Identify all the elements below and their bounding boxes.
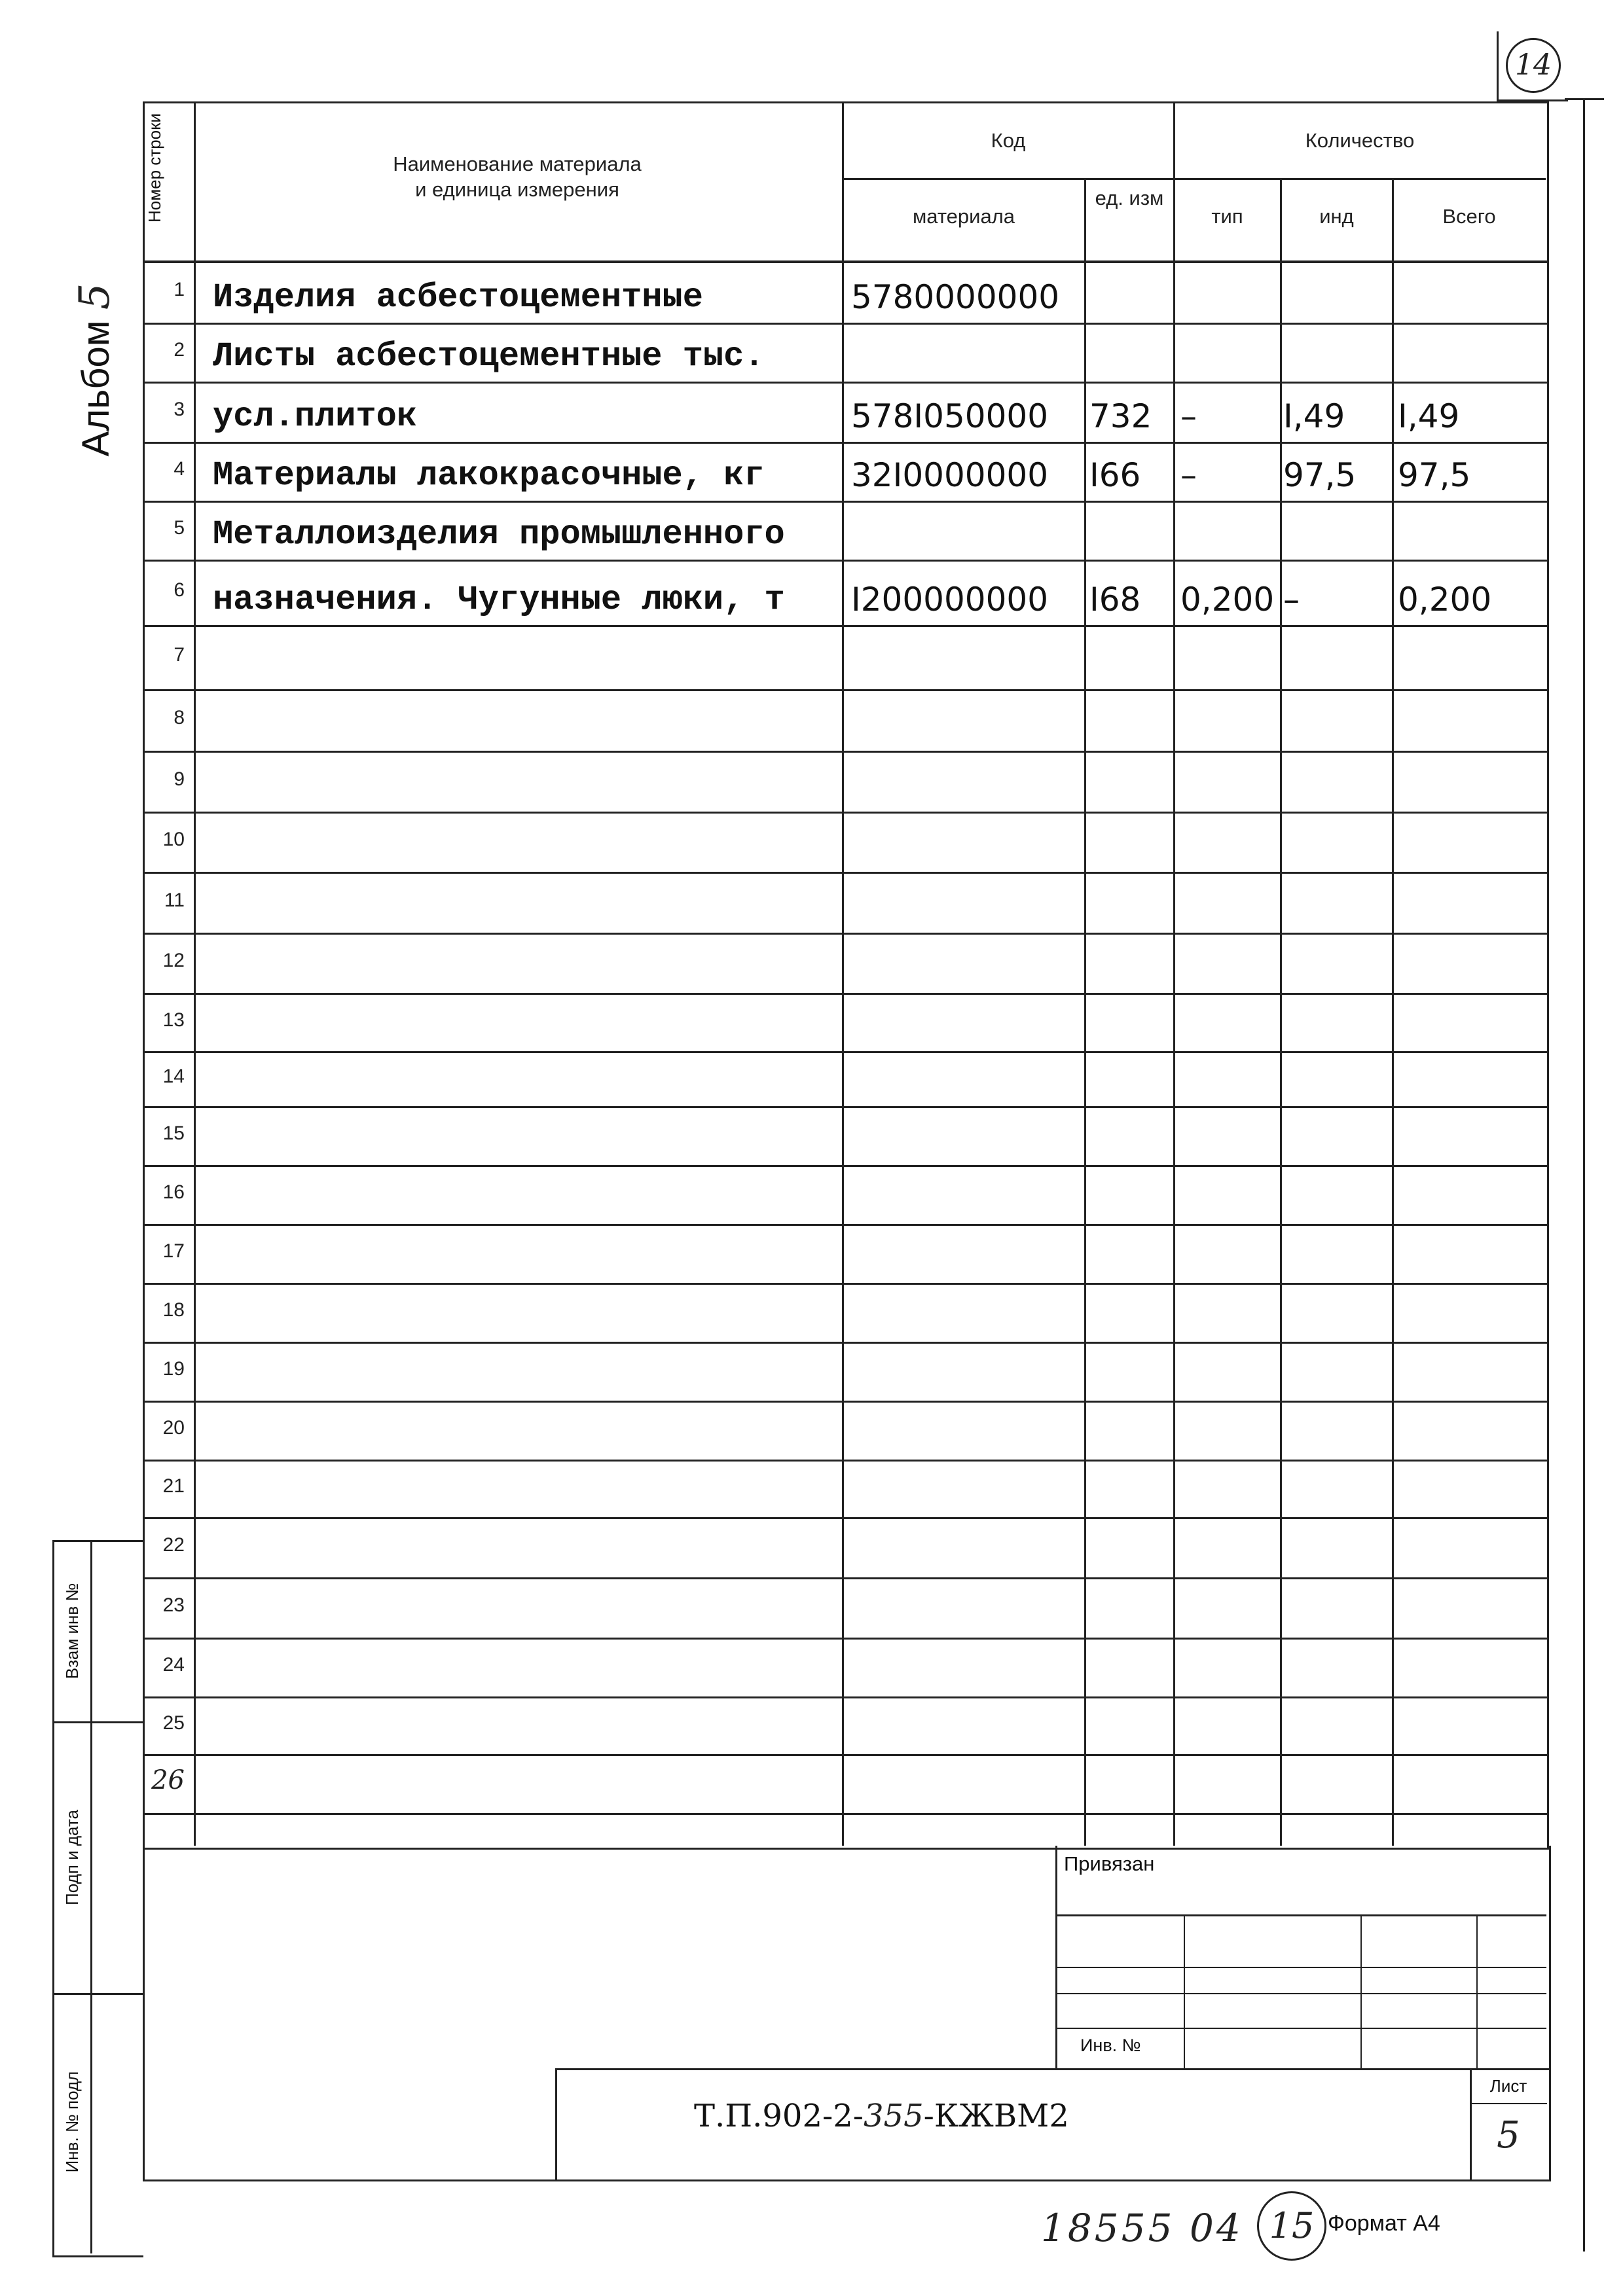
row-number: 18 [162, 1299, 185, 1321]
header-type: тип [1211, 205, 1243, 228]
row-number: 5 [173, 517, 185, 539]
cell-unit: I68 [1089, 581, 1141, 619]
cell-name: Материалы лакокрасочные, кг [213, 456, 765, 495]
row-divider [143, 1165, 1547, 1167]
row-divider [143, 323, 1547, 325]
row-divider [143, 751, 1547, 753]
row-number: 24 [162, 1654, 185, 1676]
row-divider [143, 872, 1547, 874]
row-divider [143, 1696, 1547, 1698]
header-code: Код [991, 129, 1026, 152]
row-number: 25 [162, 1712, 185, 1734]
stamp-privyazan-left [1055, 1846, 1057, 2068]
header-mid-line [842, 178, 1546, 180]
row-number: 10 [162, 829, 185, 850]
stamp-inv-label: Инв. № [1080, 2036, 1141, 2055]
row-divider [143, 1283, 1547, 1285]
col-line-name [842, 101, 844, 1846]
stamp-line-b [1055, 1967, 1546, 1968]
row-divider [143, 1517, 1547, 1519]
row-divider [143, 1106, 1547, 1108]
row-number: 20 [162, 1417, 185, 1439]
right-margin-line [1583, 98, 1585, 2251]
row-number: 8 [173, 707, 185, 728]
row-divider [143, 501, 1547, 503]
row-divider [143, 1051, 1547, 1053]
cell-name: Изделия асбестоцементные [213, 278, 703, 317]
cell-ind: – [1283, 581, 1300, 619]
row-number: 3 [173, 399, 185, 420]
row-number: 19 [162, 1358, 185, 1380]
sheet-label-line [1470, 2103, 1547, 2104]
page-number: 14 [1506, 38, 1561, 93]
document-designation: Т.П.902-2-355-КЖВМ2 [694, 2098, 1069, 2134]
row-number: 17 [162, 1240, 185, 1262]
col-line-code [1084, 178, 1086, 1846]
col-line-type [1280, 178, 1282, 1846]
side-stamp-line1 [52, 1721, 143, 1723]
stamp-line-d [1055, 2028, 1546, 2029]
row-divider [143, 382, 1547, 384]
row-number: 2 [173, 339, 185, 361]
stamp-line-a [1055, 1914, 1546, 1916]
row-number: 13 [162, 1009, 185, 1031]
album-number: 5 [71, 283, 119, 310]
handwritten-code: 18555 04 [1041, 2206, 1243, 2250]
row-number: 6 [173, 579, 185, 601]
header-material: материала [912, 205, 1015, 228]
cell-code: 5780000000 [851, 278, 1060, 316]
header-name [196, 152, 838, 203]
cell-name: назначения. Чугунные люки, т [213, 581, 785, 619]
stamp-vline-a [1184, 1914, 1185, 2068]
cell-code: I200000000 [851, 581, 1049, 619]
side-label-inv-podl: Инв. № подл [62, 2071, 82, 2173]
cell-total: I,49 [1398, 397, 1460, 435]
row-divider [143, 1813, 1547, 1815]
row-divider [143, 1460, 1547, 1462]
cell-name: усл.плиток [213, 397, 418, 436]
album-label: Альбом 5 [71, 283, 119, 457]
cell-total: 0,200 [1398, 581, 1492, 619]
side-label-podp: Подп и дата [62, 1810, 82, 1905]
col-line-unit [1173, 101, 1175, 1846]
sheet-number: 5 [1497, 2114, 1520, 2157]
col-line-number [194, 101, 196, 1846]
row-divider [143, 812, 1547, 814]
cell-name: Листы асбестоцементные тыс. [213, 337, 765, 376]
row-divider [143, 933, 1547, 935]
row-number: 9 [173, 768, 185, 790]
side-stamp-line2 [52, 1993, 143, 1995]
row-divider [143, 1342, 1547, 1344]
stamp-vline-b [1360, 1914, 1362, 2068]
side-label-vzam: Взам инв № [62, 1583, 82, 1679]
row-number: 11 [164, 889, 185, 911]
header-row-number: Номер строки [145, 113, 164, 223]
format-value: А4 [1413, 2211, 1440, 2236]
col-line-ind [1392, 178, 1394, 1846]
header-name-line2: и единица измерения [415, 177, 619, 201]
row-divider [143, 993, 1547, 995]
cell-type: – [1180, 397, 1197, 435]
row-divider [143, 689, 1547, 691]
row-divider [143, 442, 1547, 444]
row-number: 12 [162, 950, 185, 971]
row-number: 22 [162, 1534, 185, 1556]
row-number: 15 [162, 1122, 185, 1144]
header-total: Всего [1442, 205, 1496, 228]
stamp-privyazan-label: Привязан [1064, 1852, 1155, 1875]
row-divider [143, 1401, 1547, 1403]
header-quantity: Количество [1305, 129, 1415, 152]
circle-number: 15 [1257, 2191, 1326, 2261]
stamp-vline-c [1476, 1914, 1478, 2068]
cell-ind: I,49 [1283, 397, 1345, 435]
row-number: 23 [162, 1594, 185, 1616]
row-divider [143, 1577, 1547, 1579]
row-divider [143, 560, 1547, 562]
cell-ind: 97,5 [1283, 456, 1357, 494]
cell-total: 97,5 [1398, 456, 1471, 494]
header-unit: ед. изм [1095, 187, 1164, 209]
cell-type: – [1180, 456, 1197, 494]
row-divider [143, 1638, 1547, 1640]
header-bottom-line [143, 260, 1547, 263]
cell-type: 0,200 [1180, 581, 1275, 619]
stamp-line-c [1055, 1993, 1546, 1994]
sheet-label: Лист [1489, 2076, 1527, 2096]
header-ind: инд [1319, 205, 1354, 228]
format-label: Формат А4 [1328, 2211, 1440, 2236]
cell-unit: I66 [1089, 456, 1141, 494]
header-name-line1: Наименование материала [393, 152, 642, 175]
row-divider [143, 1754, 1547, 1756]
cell-code: 578I050000 [851, 397, 1049, 435]
row-divider [143, 1224, 1547, 1226]
row-number: 14 [162, 1066, 185, 1087]
row-number: 26 [151, 1765, 185, 1795]
row-number: 1 [173, 278, 185, 300]
top-right-line [1565, 98, 1604, 100]
row-number: 4 [173, 458, 185, 480]
row-divider [143, 625, 1547, 627]
row-number: 21 [162, 1475, 185, 1497]
row-number: 7 [173, 644, 185, 666]
cell-name: Металлоизделия промышленного [213, 515, 785, 554]
cell-unit: 732 [1089, 397, 1152, 435]
side-stamp-divider [90, 1540, 92, 2253]
cell-code: 32I0000000 [851, 456, 1049, 494]
row-number: 16 [162, 1181, 185, 1203]
